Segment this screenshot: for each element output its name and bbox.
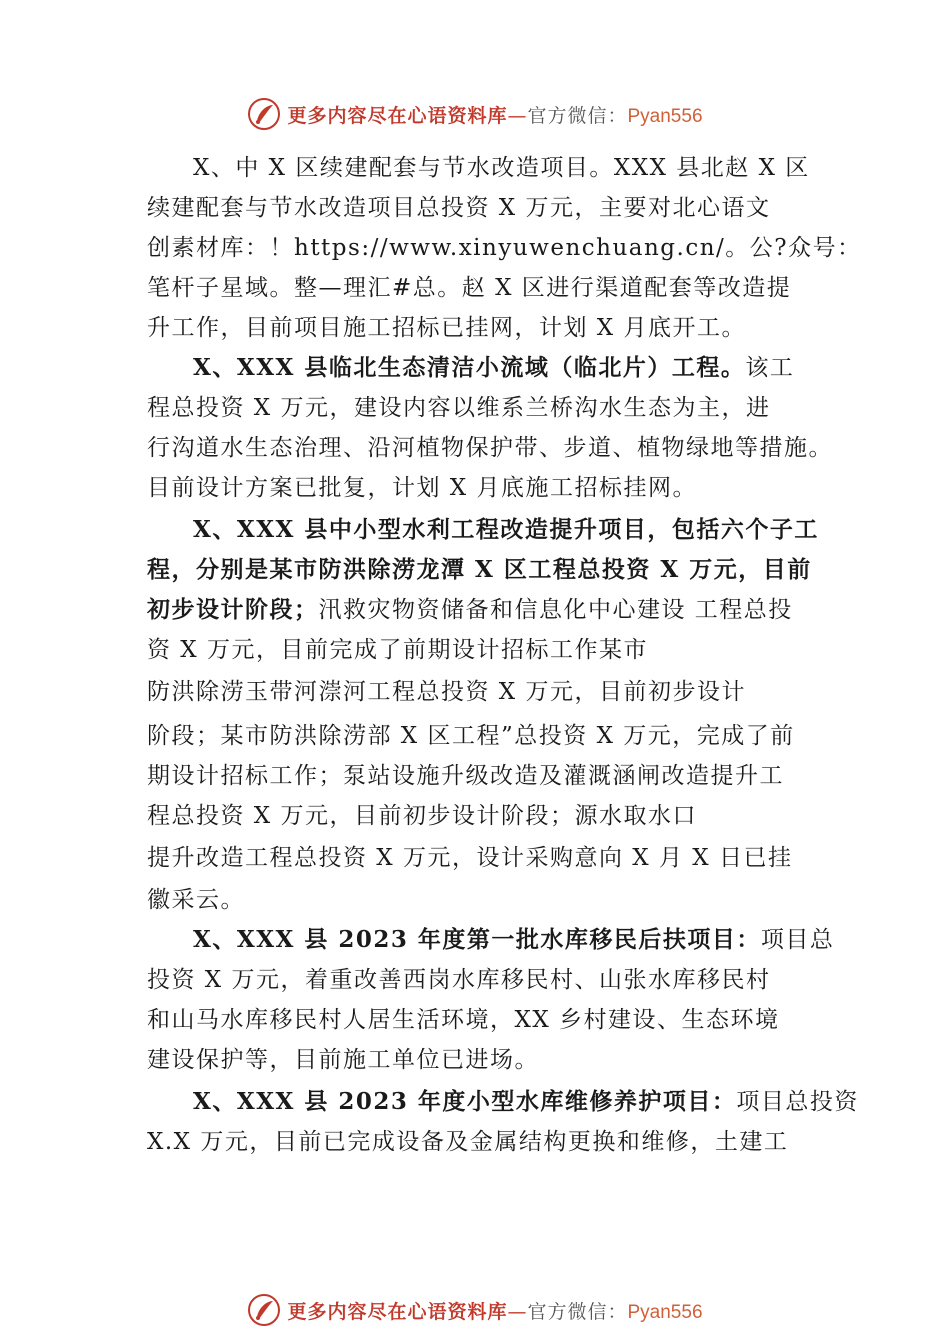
text-line — [147, 590, 793, 630]
text-run: 该工 — [745, 355, 795, 381]
text-line: 徽采云。 — [147, 887, 245, 913]
text-line: 续建配套与节水改造项目总投资 X 万元，主要对北心语文 — [147, 195, 771, 221]
text-run: 项目总 — [760, 927, 835, 953]
banner-dash: — — [507, 104, 528, 127]
banner-sub: 官方微信： — [527, 104, 628, 127]
banner-brand: 更多内容尽在心语资料库 — [287, 104, 508, 127]
banner-dash: — — [507, 1300, 528, 1323]
text-line: X.X 万元，目前已完成设备及金属结构更换和维修，土建工 — [147, 1129, 789, 1155]
banner-brand: 更多内容尽在心语资料库 — [287, 1300, 508, 1323]
text-line: 行沟道水生态治理、沿河植物保护带、步道、植物绿地等措施。 — [147, 435, 833, 461]
banner-wechat-id: Pyan556 — [627, 1301, 703, 1323]
bold-heading: X、XXX 县 2023 年度小型水库维修养护项目： — [193, 1088, 737, 1115]
text-line: 目前设计方案已批复，计划 X 月底施工招标挂网。 — [147, 475, 697, 501]
text-line: 建设保护等，目前施工单位已进场。 — [147, 1047, 539, 1073]
text-line: 投资 X 万元，着重改善西岗水库移民村、山张水库移民村 — [147, 967, 771, 993]
text-line — [193, 348, 794, 388]
text-line: 升工作，目前项目施工招标已挂网，计划 X 月底开工。 — [147, 315, 746, 341]
header-banner — [0, 94, 950, 134]
text-line: 程总投资 X 万元，建设内容以维系兰桥沟水生态为主，进 — [147, 395, 771, 421]
text-line: 阶段；某市防洪除涝部 X 区工程”总投资 X 万元，完成了前 — [147, 723, 795, 749]
text-line: 防洪除涝玉带河漴河工程总投资 X 万元，目前初步设计 — [147, 679, 746, 705]
brand-logo-icon — [247, 1293, 281, 1327]
bold-heading: 初步设计阶段； — [147, 596, 319, 623]
text-line: 程，分别是某市防洪除涝龙潭 X 区工程总投资 X 万元，目前 — [147, 556, 812, 583]
banner-sub: 官方微信： — [527, 1300, 628, 1323]
text-line: X、中 X 区续建配套与节水改造项目。XXX 县北赵 X 区 — [193, 155, 810, 181]
text-line — [193, 1082, 859, 1122]
banner-text — [287, 101, 702, 128]
text-line: 资 X 万元，目前完成了前期设计招标工作某市 — [147, 637, 648, 663]
bold-heading: X、XXX 县临北生态清洁小流域（临北片）工程。 — [193, 354, 746, 381]
text-run: 项目总投资 — [736, 1089, 859, 1115]
banner-text — [287, 1297, 702, 1324]
text-run: 汛救灾物资储备和信息化中心建设 工程总投 — [318, 597, 793, 623]
text-line: 笔杆子星域。整—理汇#总。赵 X 区进行渠道配套等改造提 — [147, 275, 792, 301]
text-line: 程总投资 X 万元，目前初步设计阶段；源水取水口 — [147, 803, 697, 829]
text-line: X、XXX 县中小型水利工程改造提升项目，包括六个子工 — [193, 516, 819, 543]
text-line: 创素材库：！https://www.xinyuwenchuang.cn/。公?众号： — [147, 235, 862, 261]
bold-heading: X、XXX 县 2023 年度第一批水库移民后扶项目： — [193, 926, 761, 953]
text-line: 期设计招标工作；泵站设施升级改造及灌溉涵闸改造提升工 — [147, 763, 784, 789]
text-line: 和山马水库移民村人居生活环境，XX 乡村建设、生态环境 — [147, 1007, 780, 1033]
footer-banner — [0, 1290, 950, 1330]
text-line — [193, 920, 834, 960]
banner-wechat-id: Pyan556 — [627, 105, 703, 127]
brand-logo-icon — [247, 97, 281, 131]
text-line: 提升改造工程总投资 X 万元，设计采购意向 X 月 X 日已挂 — [147, 845, 793, 871]
